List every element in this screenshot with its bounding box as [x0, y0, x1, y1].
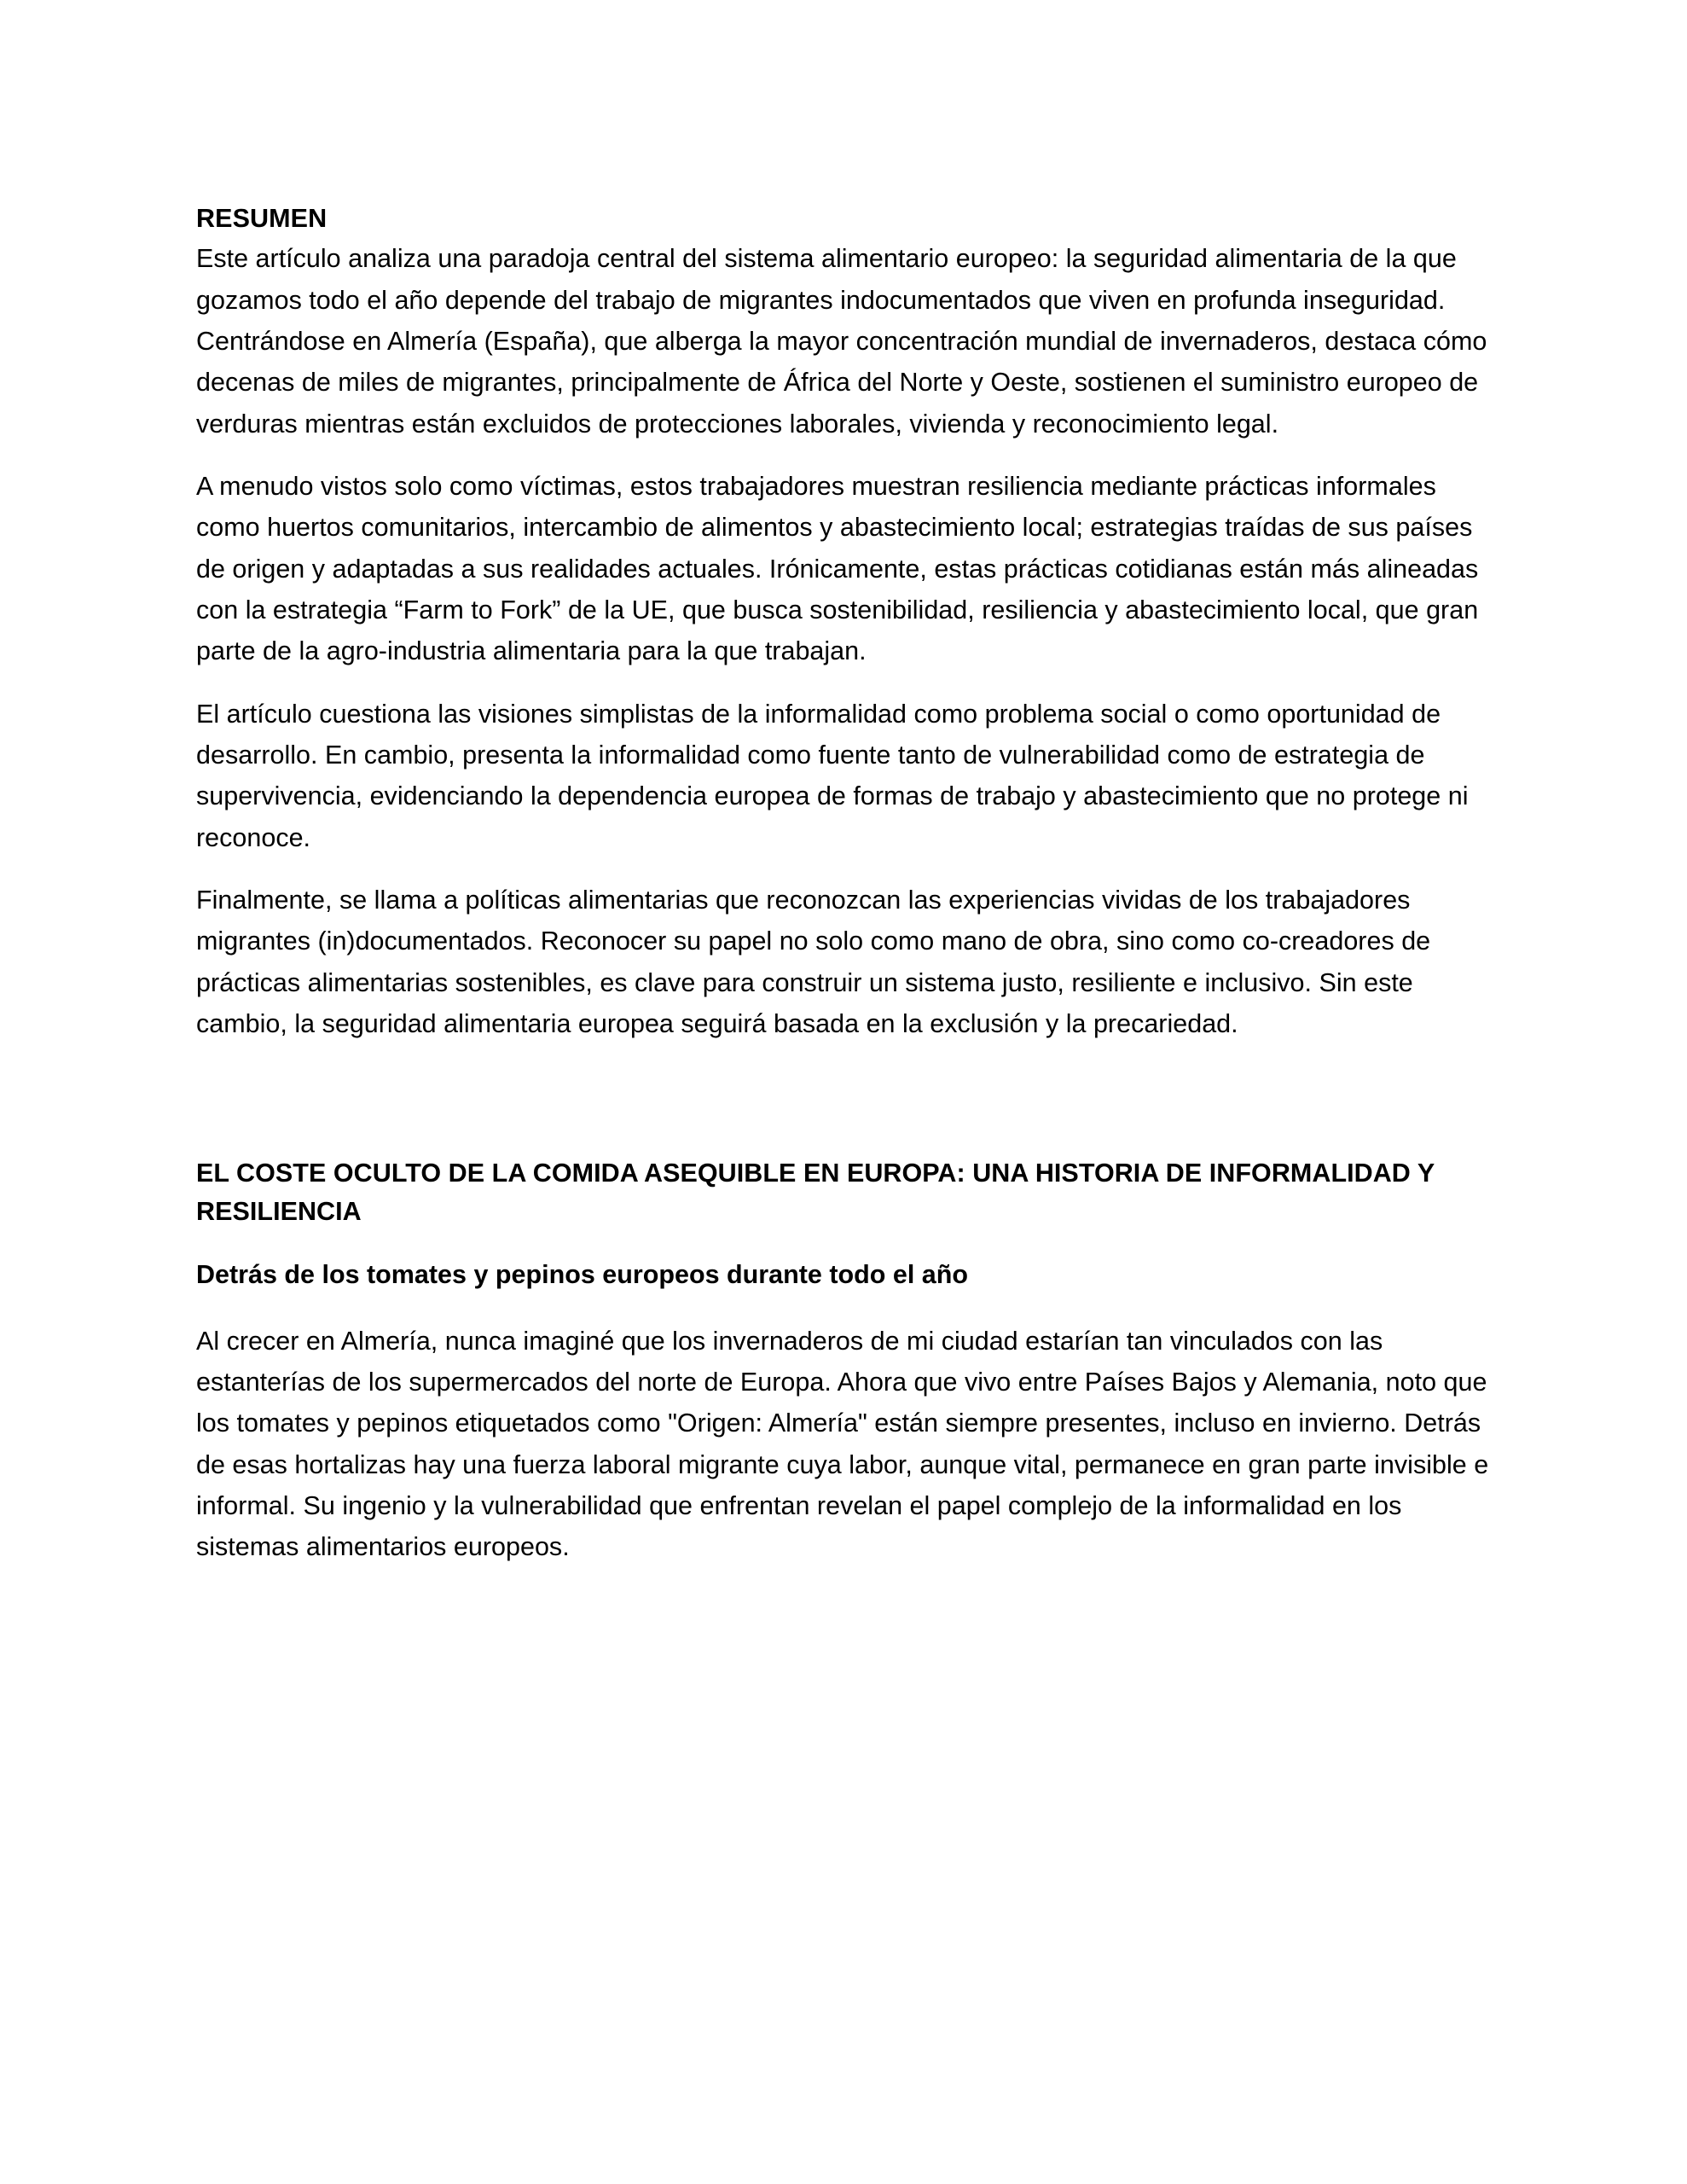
- article-paragraph-1: Al crecer en Almería, nunca imaginé que los invernaderos de mi ciudad estarían tan vinculados con las estanterías de los supermercados del norte de Europa. Ahora que vivo entre Países Bajos y Alemania, noto que los tomates y pepinos etiquetados como "Origen: Almería" están siempre presentes, incluso en invierno. Detrás de esas hortalizas hay una fuerza laboral migrante cuya labor, aunque vital, permanece en gran parte invisible e informal. Su ingenio y la vulnerabilidad que enfrentan revelan el papel complejo de la informalidad en los sistemas alimentarios europeos.: [196, 1326, 1489, 1562]
- article-subtitle: Detrás de los tomates y pepinos europeos durante todo el año: [196, 1259, 969, 1289]
- abstract-paragraph-1: Este artículo analiza una paradoja central del sistema alimentario europeo: la seguridad alimentaria de la que gozamos todo el año depende del trabajo de migrantes indocumentados que viven en profunda inseguridad. Centrándose en Almería (España), que alberga la mayor concentración mundial de invernaderos, destaca cómo decenas de miles de migrantes, principalmente de África del Norte y Oeste, sostienen el suministro europeo de verduras mientras están excluidos de protecciones laborales, vivienda y reconocimiento legal.: [196, 244, 1487, 439]
- document-body: [196, 201, 1498, 1568]
- abstract-paragraph-4: Finalmente, se llama a políticas alimentarias que reconozcan las experiencias vividas de los trabajadores migrantes (in)documentados. Reconocer su papel no solo como mano de obra, sino como co-creadores de prácticas alimentarias sostenibles, es clave para construir un sistema justo, resiliente e inclusivo. Sin este cambio, la seguridad alimentaria europea seguirá basada en la exclusión y la precariedad.: [196, 886, 1431, 1039]
- abstract-heading: RESUMEN: [196, 204, 328, 233]
- article-title: EL COSTE OCULTO DE LA COMIDA ASEQUIBLE EN EUROPA: UNA HISTORIA DE INFORMALIDAD Y RESILIENCIA: [196, 1159, 1435, 1226]
- section-spacer: [196, 1066, 1498, 1154]
- abstract-paragraph-3: El artículo cuestiona las visiones simplistas de la informalidad como problema social o como oportunidad de desarrollo. En cambio, presenta la informalidad como fuente tanto de vulnerabilidad como de estrategia de supervivencia, evidenciando la dependencia europea de formas de trabajo y abastecimiento que no protege ni reconoce.: [196, 699, 1469, 852]
- abstract-paragraph-2: A menudo vistos solo como víctimas, estos trabajadores muestran resiliencia mediante prácticas informales como huertos comunitarios, intercambio de alimentos y abastecimiento local; estrategias traídas de sus países de origen y adaptadas a sus realidades actuales. Irónicamente, estas prácticas cotidianas están más alineadas con la estrategia “Farm to Fork” de la UE, que busca sostenibilidad, resiliencia y abastecimiento local, que gran parte de la agro-industria alimentaria para la que trabajan.: [196, 472, 1479, 666]
